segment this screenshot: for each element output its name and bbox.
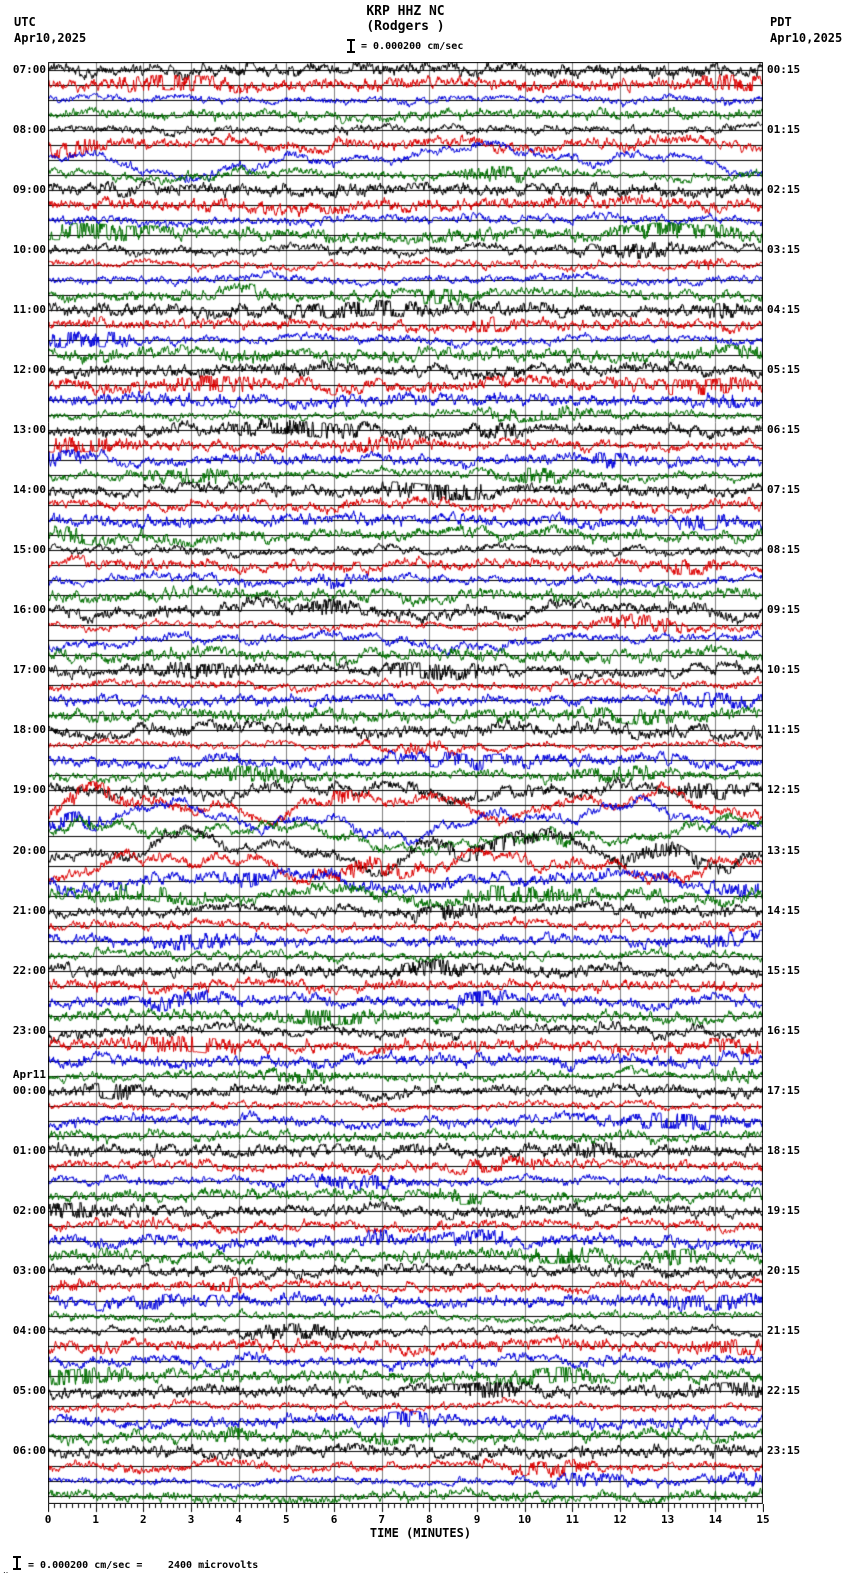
- date-change-label: Apr11: [12, 1068, 46, 1081]
- footer-tick-mark: ‥: [3, 1566, 10, 1575]
- left-date-label: Apr10,2025: [14, 31, 87, 45]
- page-title: KRP HHZ NC: [366, 4, 445, 19]
- x-axis-tick-label: 14: [708, 1513, 722, 1526]
- utc-hour-label: 03:00: [12, 1264, 46, 1277]
- x-axis-tick-label: 5: [283, 1513, 290, 1526]
- utc-hour-label: 00:00: [12, 1084, 46, 1097]
- utc-hour-label: 07:00: [12, 63, 46, 76]
- utc-hour-label: 17:00: [12, 663, 46, 676]
- utc-hour-label: 04:00: [12, 1324, 46, 1337]
- pdt-hour-label: 23:15: [767, 1444, 801, 1457]
- utc-hour-label: 21:00: [12, 904, 46, 917]
- x-axis-tick-label: 3: [187, 1513, 195, 1526]
- x-axis-tick-label: 7: [378, 1513, 385, 1526]
- scale-label: = 0.000200 cm/sec: [361, 41, 464, 52]
- pdt-hour-label: 03:15: [767, 243, 801, 256]
- pdt-hour-label: 20:15: [767, 1264, 801, 1277]
- utc-hour-label: 13:00: [12, 423, 46, 436]
- pdt-hour-label: 02:15: [767, 183, 801, 196]
- pdt-hour-label: 19:15: [767, 1204, 801, 1217]
- utc-hour-label: 16:00: [12, 603, 46, 616]
- right-date-label: Apr10,2025: [770, 31, 843, 45]
- right-timezone-label: PDT: [770, 15, 792, 29]
- pdt-hour-label: 18:15: [767, 1144, 801, 1157]
- x-axis-tick-label: 4: [235, 1513, 242, 1526]
- pdt-hour-label: 00:15: [767, 63, 801, 76]
- utc-hour-label: 09:00: [12, 183, 46, 196]
- utc-hour-label: 02:00: [12, 1204, 46, 1217]
- pdt-hour-label: 09:15: [767, 603, 801, 616]
- pdt-hour-label: 17:15: [767, 1084, 801, 1097]
- pdt-hour-label: 06:15: [767, 423, 801, 436]
- x-axis-tick-label: 11: [565, 1513, 579, 1526]
- x-axis-tick-label: 15: [756, 1513, 770, 1526]
- utc-hour-label: 23:00: [12, 1024, 46, 1037]
- pdt-hour-label: 13:15: [767, 844, 801, 857]
- x-axis-tick-label: 9: [473, 1513, 481, 1526]
- x-axis-tick-label: 10: [518, 1513, 532, 1526]
- x-axis-tick-label: 12: [613, 1513, 627, 1526]
- footer-scale-equation: = 0.000200 cm/sec =: [28, 1560, 143, 1571]
- utc-hour-label: 12:00: [12, 363, 46, 376]
- footer-scale-bar-icon: [16, 1556, 18, 1570]
- pdt-hour-label: 01:15: [767, 123, 801, 136]
- pdt-hour-label: 12:15: [767, 783, 801, 796]
- pdt-hour-label: 15:15: [767, 964, 801, 977]
- pdt-hour-label: 04:15: [767, 303, 801, 316]
- pdt-hour-label: 11:15: [767, 723, 801, 736]
- utc-hour-label: 10:00: [12, 243, 46, 256]
- pdt-hour-label: 22:15: [767, 1384, 801, 1397]
- pdt-hour-label: 16:15: [767, 1024, 801, 1037]
- utc-hour-label: 18:00: [12, 723, 46, 736]
- utc-hour-label: 19:00: [12, 783, 46, 796]
- utc-hour-label: 01:00: [12, 1144, 46, 1157]
- pdt-hour-label: 10:15: [767, 663, 801, 676]
- pdt-hour-label: 14:15: [767, 904, 801, 917]
- x-axis-tick-label: 1: [92, 1513, 99, 1526]
- helicorder-traces-canvas: [48, 62, 763, 1504]
- x-axis-tick-label: 13: [661, 1513, 675, 1526]
- pdt-hour-label: 08:15: [767, 543, 801, 556]
- pdt-hour-label: 05:15: [767, 363, 801, 376]
- pdt-hour-label: 07:15: [767, 483, 801, 496]
- utc-hour-label: 08:00: [12, 123, 46, 136]
- pdt-hour-label: 21:15: [767, 1324, 801, 1337]
- utc-hour-label: 22:00: [12, 964, 46, 977]
- x-axis-tick-label: 2: [140, 1513, 147, 1526]
- left-timezone-label: UTC: [14, 15, 36, 29]
- utc-hour-label: 14:00: [12, 483, 46, 496]
- utc-hour-label: 15:00: [12, 543, 46, 556]
- scale-bar-icon: [350, 39, 352, 53]
- station-site-name: (Rodgers ): [366, 19, 445, 34]
- utc-hour-label: 11:00: [12, 303, 46, 316]
- x-axis-tick-label: 8: [426, 1513, 433, 1526]
- x-axis-title: TIME (MINUTES): [369, 1526, 472, 1540]
- x-axis-tick-label: 6: [330, 1513, 338, 1526]
- utc-hour-label: 20:00: [12, 844, 46, 857]
- footer-microvolts: 2400 microvolts: [168, 1560, 259, 1571]
- utc-hour-label: 06:00: [12, 1444, 46, 1457]
- utc-hour-label: 05:00: [12, 1384, 46, 1397]
- x-axis-tick-label: 0: [44, 1513, 52, 1526]
